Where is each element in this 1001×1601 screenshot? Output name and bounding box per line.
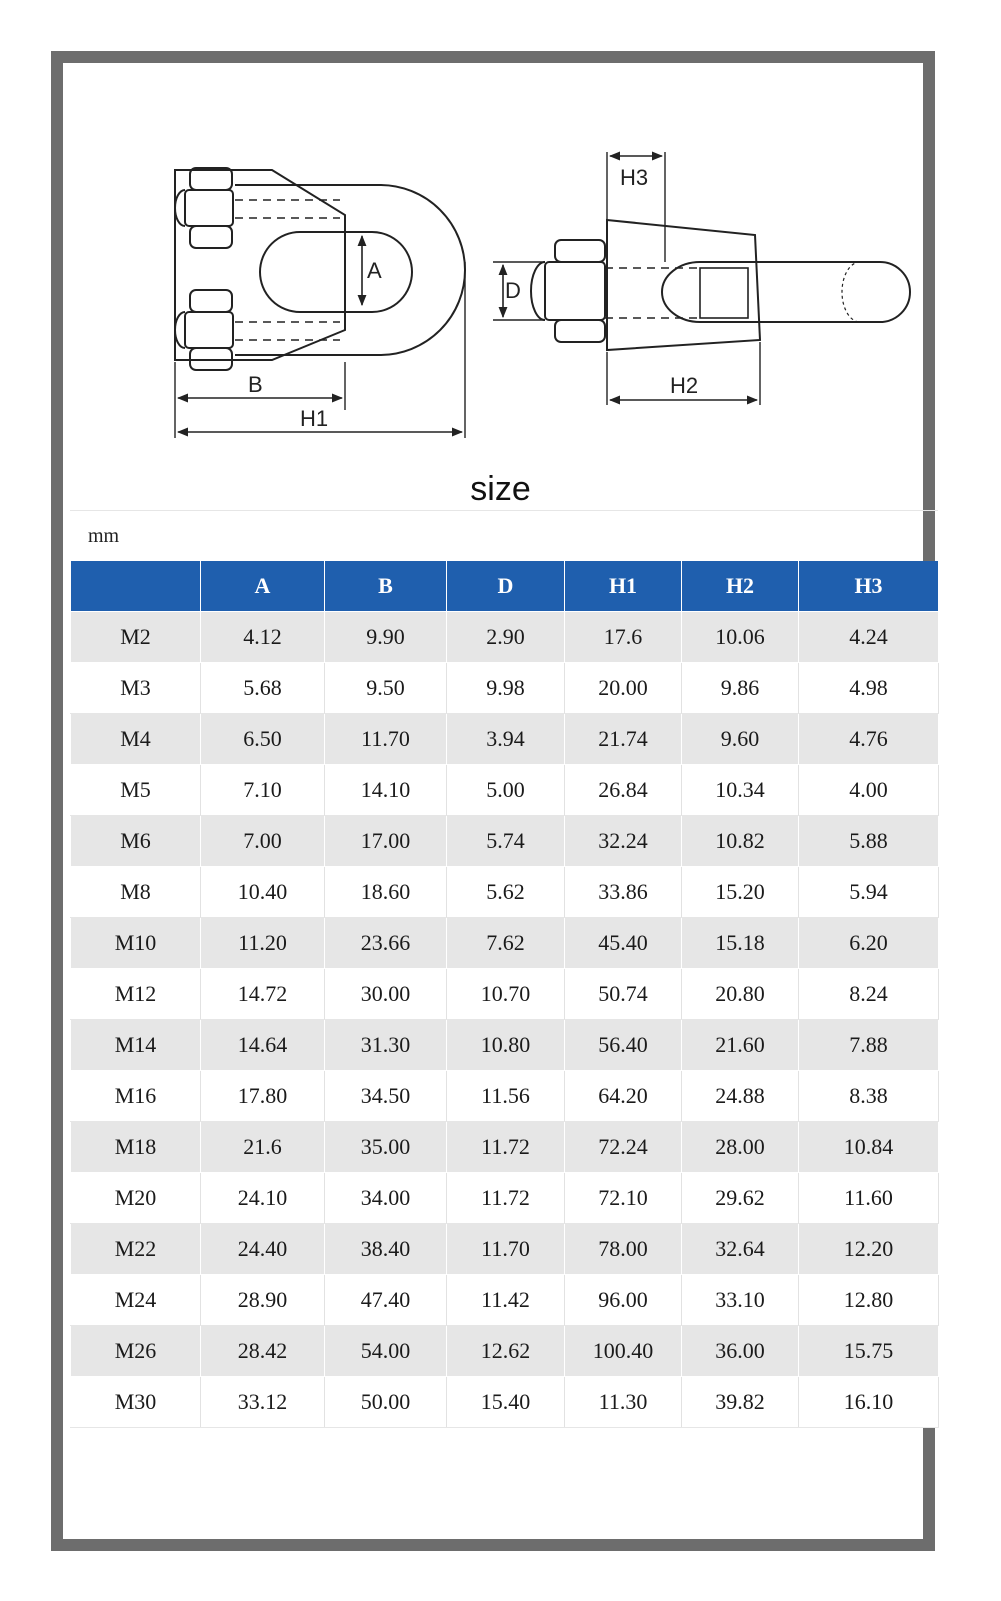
value-cell: 15.18 xyxy=(682,918,799,969)
size-cell: M8 xyxy=(71,867,201,918)
value-cell: 10.40 xyxy=(201,867,325,918)
label-h3: H3 xyxy=(620,165,649,190)
value-cell: 5.74 xyxy=(447,816,565,867)
value-cell: 5.88 xyxy=(799,816,939,867)
value-cell: 6.50 xyxy=(201,714,325,765)
value-cell: 9.86 xyxy=(682,663,799,714)
side-view-drawing xyxy=(493,152,910,405)
size-cell: M30 xyxy=(71,1377,201,1428)
value-cell: 21.6 xyxy=(201,1122,325,1173)
value-cell: 11.42 xyxy=(447,1275,565,1326)
table-row xyxy=(71,1326,939,1377)
value-cell: 12.80 xyxy=(799,1275,939,1326)
label-a: A xyxy=(367,258,382,283)
size-cell: M20 xyxy=(71,1173,201,1224)
size-table-container xyxy=(70,510,938,1428)
value-cell: 78.00 xyxy=(565,1224,682,1275)
value-cell: 10.70 xyxy=(447,969,565,1020)
label-b: B xyxy=(248,372,263,397)
value-cell: 5.94 xyxy=(799,867,939,918)
table-header-row xyxy=(71,561,939,612)
value-cell: 14.10 xyxy=(325,765,447,816)
size-cell: M2 xyxy=(71,612,201,663)
value-cell: 11.70 xyxy=(325,714,447,765)
value-cell: 38.40 xyxy=(325,1224,447,1275)
label-h2: H2 xyxy=(670,373,699,398)
value-cell: 32.24 xyxy=(565,816,682,867)
value-cell: 17.6 xyxy=(565,612,682,663)
table-row xyxy=(71,1071,939,1122)
value-cell: 14.72 xyxy=(201,969,325,1020)
diagram-caption: size xyxy=(470,470,531,508)
value-cell: 72.24 xyxy=(565,1122,682,1173)
value-cell: 17.00 xyxy=(325,816,447,867)
value-cell: 15.40 xyxy=(447,1377,565,1428)
value-cell: 45.40 xyxy=(565,918,682,969)
table-row xyxy=(71,816,939,867)
table-row xyxy=(71,918,939,969)
value-cell: 24.10 xyxy=(201,1173,325,1224)
table-row xyxy=(71,663,939,714)
value-cell: 4.98 xyxy=(799,663,939,714)
value-cell: 33.10 xyxy=(682,1275,799,1326)
size-cell: M6 xyxy=(71,816,201,867)
value-cell: 11.56 xyxy=(447,1071,565,1122)
table-row xyxy=(71,1020,939,1071)
value-cell: 35.00 xyxy=(325,1122,447,1173)
size-cell: M14 xyxy=(71,1020,201,1071)
table-row xyxy=(71,714,939,765)
value-cell: 20.80 xyxy=(682,969,799,1020)
value-cell: 7.00 xyxy=(201,816,325,867)
value-cell: 54.00 xyxy=(325,1326,447,1377)
value-cell: 100.40 xyxy=(565,1326,682,1377)
value-cell: 8.38 xyxy=(799,1071,939,1122)
value-cell: 11.60 xyxy=(799,1173,939,1224)
size-cell: M22 xyxy=(71,1224,201,1275)
value-cell: 6.20 xyxy=(799,918,939,969)
size-cell: M10 xyxy=(71,918,201,969)
value-cell: 31.30 xyxy=(325,1020,447,1071)
value-cell: 2.90 xyxy=(447,612,565,663)
size-cell: M24 xyxy=(71,1275,201,1326)
table-row xyxy=(71,1173,939,1224)
value-cell: 4.76 xyxy=(799,714,939,765)
value-cell: 34.00 xyxy=(325,1173,447,1224)
value-cell: 4.24 xyxy=(799,612,939,663)
header-h3: H3 xyxy=(799,561,939,612)
table-row xyxy=(71,1377,939,1428)
size-cell: M12 xyxy=(71,969,201,1020)
value-cell: 10.82 xyxy=(682,816,799,867)
value-cell: 28.90 xyxy=(201,1275,325,1326)
value-cell: 23.66 xyxy=(325,918,447,969)
value-cell: 47.40 xyxy=(325,1275,447,1326)
value-cell: 9.60 xyxy=(682,714,799,765)
value-cell: 72.10 xyxy=(565,1173,682,1224)
value-cell: 5.68 xyxy=(201,663,325,714)
header-b: B xyxy=(325,561,447,612)
header-d: D xyxy=(447,561,565,612)
label-h1: H1 xyxy=(300,406,329,431)
value-cell: 5.62 xyxy=(447,867,565,918)
value-cell: 11.72 xyxy=(447,1173,565,1224)
label-d: D xyxy=(505,278,521,303)
value-cell: 16.10 xyxy=(799,1377,939,1428)
value-cell: 20.00 xyxy=(565,663,682,714)
value-cell: 9.98 xyxy=(447,663,565,714)
table-row xyxy=(71,1122,939,1173)
value-cell: 32.64 xyxy=(682,1224,799,1275)
value-cell: 4.00 xyxy=(799,765,939,816)
value-cell: 21.60 xyxy=(682,1020,799,1071)
table-row xyxy=(71,969,939,1020)
value-cell: 33.86 xyxy=(565,867,682,918)
value-cell: 7.62 xyxy=(447,918,565,969)
table-row xyxy=(71,612,939,663)
value-cell: 15.20 xyxy=(682,867,799,918)
value-cell: 17.80 xyxy=(201,1071,325,1122)
front-view-drawing xyxy=(175,168,465,438)
value-cell: 10.80 xyxy=(447,1020,565,1071)
value-cell: 15.75 xyxy=(799,1326,939,1377)
table-row xyxy=(71,765,939,816)
value-cell: 24.40 xyxy=(201,1224,325,1275)
size-cell: M4 xyxy=(71,714,201,765)
value-cell: 26.84 xyxy=(565,765,682,816)
value-cell: 33.12 xyxy=(201,1377,325,1428)
table-row xyxy=(71,1275,939,1326)
value-cell: 30.00 xyxy=(325,969,447,1020)
value-cell: 9.90 xyxy=(325,612,447,663)
value-cell: 64.20 xyxy=(565,1071,682,1122)
value-cell: 12.62 xyxy=(447,1326,565,1377)
header-size xyxy=(71,561,201,612)
size-cell: M3 xyxy=(71,663,201,714)
value-cell: 11.70 xyxy=(447,1224,565,1275)
value-cell: 7.88 xyxy=(799,1020,939,1071)
size-cell: M26 xyxy=(71,1326,201,1377)
value-cell: 50.00 xyxy=(325,1377,447,1428)
value-cell: 8.24 xyxy=(799,969,939,1020)
value-cell: 21.74 xyxy=(565,714,682,765)
value-cell: 36.00 xyxy=(682,1326,799,1377)
value-cell: 96.00 xyxy=(565,1275,682,1326)
value-cell: 29.62 xyxy=(682,1173,799,1224)
value-cell: 50.74 xyxy=(565,969,682,1020)
value-cell: 10.84 xyxy=(799,1122,939,1173)
value-cell: 11.20 xyxy=(201,918,325,969)
size-table xyxy=(70,561,939,1428)
value-cell: 11.30 xyxy=(565,1377,682,1428)
header-h1: H1 xyxy=(565,561,682,612)
value-cell: 4.12 xyxy=(201,612,325,663)
value-cell: 18.60 xyxy=(325,867,447,918)
value-cell: 10.06 xyxy=(682,612,799,663)
value-cell: 56.40 xyxy=(565,1020,682,1071)
unit-label: mm xyxy=(70,510,938,561)
value-cell: 9.50 xyxy=(325,663,447,714)
value-cell: 39.82 xyxy=(682,1377,799,1428)
wire-rope-clip-diagram xyxy=(0,0,1001,460)
value-cell: 24.88 xyxy=(682,1071,799,1122)
value-cell: 28.00 xyxy=(682,1122,799,1173)
table-row xyxy=(71,867,939,918)
size-cell: M5 xyxy=(71,765,201,816)
table-row xyxy=(71,1224,939,1275)
value-cell: 12.20 xyxy=(799,1224,939,1275)
value-cell: 28.42 xyxy=(201,1326,325,1377)
header-h2: H2 xyxy=(682,561,799,612)
value-cell: 10.34 xyxy=(682,765,799,816)
value-cell: 5.00 xyxy=(447,765,565,816)
value-cell: 34.50 xyxy=(325,1071,447,1122)
header-a: A xyxy=(201,561,325,612)
size-cell: M18 xyxy=(71,1122,201,1173)
value-cell: 11.72 xyxy=(447,1122,565,1173)
value-cell: 14.64 xyxy=(201,1020,325,1071)
value-cell: 3.94 xyxy=(447,714,565,765)
size-cell: M16 xyxy=(71,1071,201,1122)
value-cell: 7.10 xyxy=(201,765,325,816)
